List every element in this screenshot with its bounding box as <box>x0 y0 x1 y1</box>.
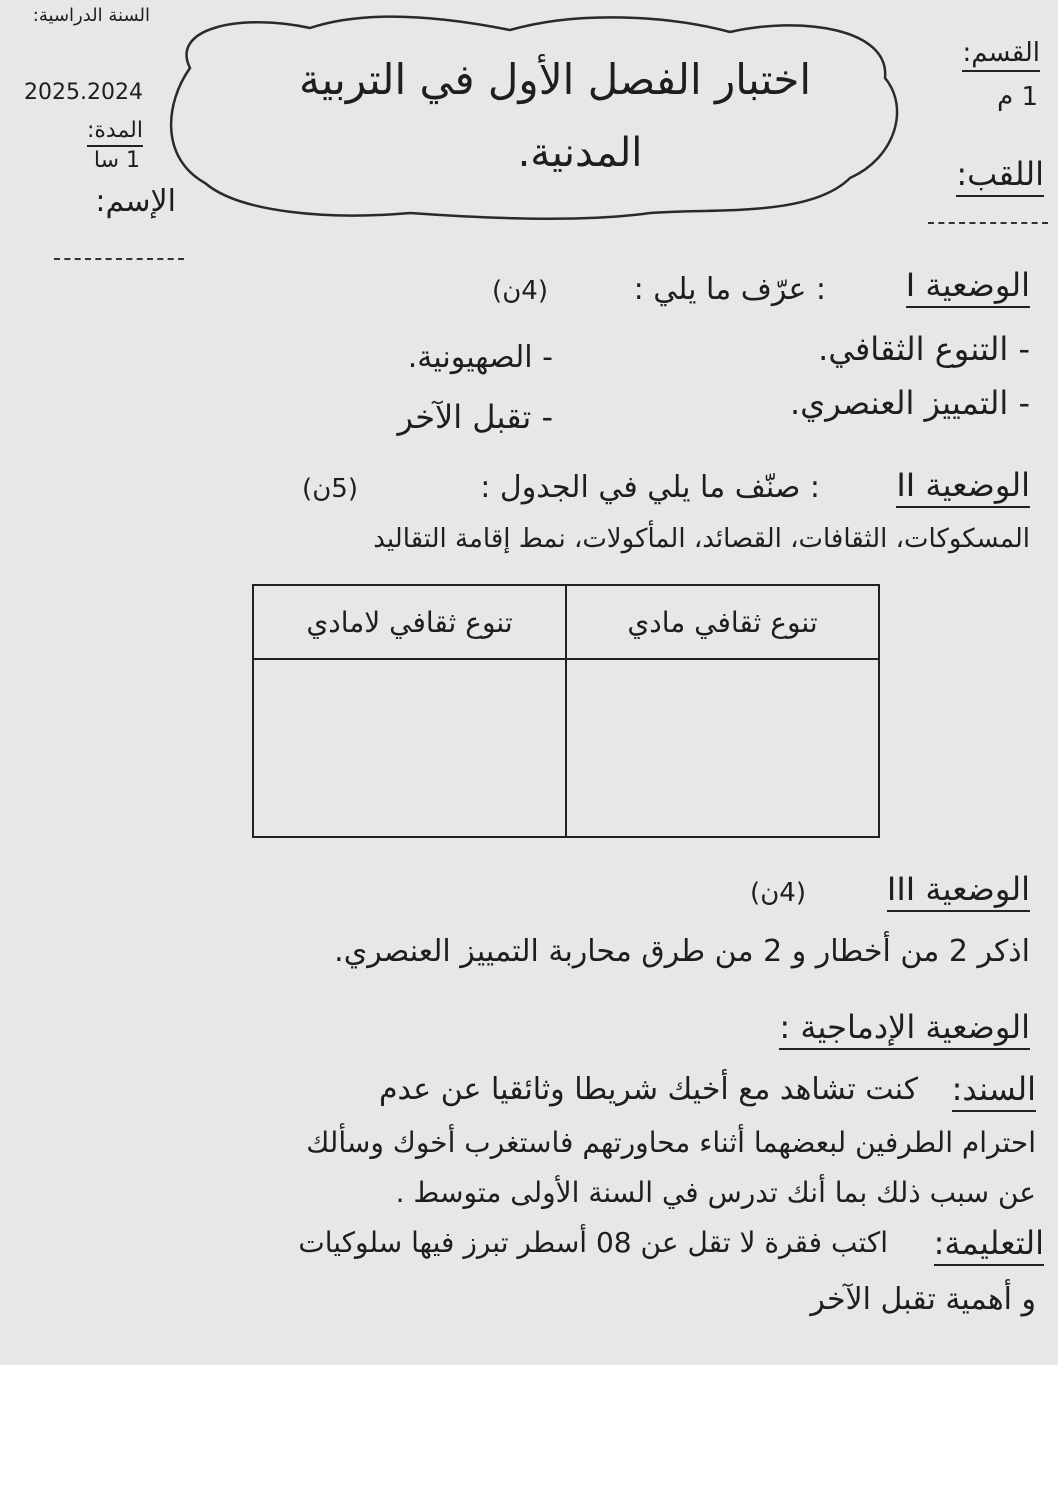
situation1-instruction: : عرّف ما يلي : <box>633 272 826 307</box>
term-item: - تقبل الآخر <box>397 398 553 436</box>
support-line: احترام الطرفين لبعضهما أثناء محاورتهم فاستغرب أخوك وسألك <box>306 1126 1036 1159</box>
surname-blank <box>928 222 1048 224</box>
situation2-instruction: : صنّف ما يلي في الجدول : <box>480 470 820 505</box>
task-label: التعليمة: <box>934 1224 1044 1266</box>
section-label: القسم: <box>962 38 1040 72</box>
term-item: - التنوع الثقافي. <box>818 330 1030 368</box>
name-blank <box>54 258 184 260</box>
support-line: كنت تشاهد مع أخيك شريطا وثائقيا عن عدم <box>378 1072 918 1107</box>
support-label: السند: <box>952 1070 1036 1112</box>
situation1-label: الوضعية I <box>906 266 1030 308</box>
classification-table <box>252 584 880 838</box>
situation3-instruction: اذكر 2 من أخطار و 2 من طرق محاربة التمييز العنصري. <box>334 934 1030 969</box>
integration-label: الوضعية الإدماجية : <box>779 1008 1030 1050</box>
support-line: عن سبب ذلك بما أنك تدرس في السنة الأولى متوسط . <box>395 1176 1036 1209</box>
task-line: و أهمية تقبل الآخر <box>810 1282 1036 1317</box>
classification-items: المسكوكات، الثقافات، القصائد، المأكولات، نمط إقامة التقاليد <box>373 524 1030 554</box>
situation2-points: (5ن) <box>302 474 358 504</box>
exam-title-line2: المدنية. <box>517 130 643 176</box>
situation3-label: الوضعية III <box>887 870 1030 912</box>
situation1-points: (4ن) <box>492 276 548 306</box>
school-year-value: 2025.2024 <box>24 80 143 105</box>
surname-label: اللقب: <box>956 155 1044 197</box>
answer-cell-material[interactable] <box>566 659 879 837</box>
task-line: اكتب فقرة لا تقل عن 08 أسطر تبرز فيها سلوكيات <box>298 1226 888 1259</box>
table-header-immaterial: تنوع ثقافي لامادي <box>253 585 566 659</box>
duration-value: 1 سا <box>93 148 140 173</box>
exam-title-line1: اختبار الفصل الأول في التربية <box>298 55 812 104</box>
term-item: - التمييز العنصري. <box>789 384 1030 422</box>
table-header-material: تنوع ثقافي مادي <box>566 585 879 659</box>
school-year-label: السنة الدراسية: <box>32 5 150 26</box>
situation3-points: (4ن) <box>750 878 806 908</box>
section-value: 1 م <box>997 82 1038 112</box>
duration-label: المدة: <box>87 118 143 147</box>
title-cloud-outline <box>150 8 910 223</box>
answer-cell-immaterial[interactable] <box>253 659 566 837</box>
situation2-label: الوضعية II <box>896 466 1030 508</box>
term-item: - الصهيونية. <box>407 340 553 375</box>
name-label: الإسم: <box>95 184 176 219</box>
